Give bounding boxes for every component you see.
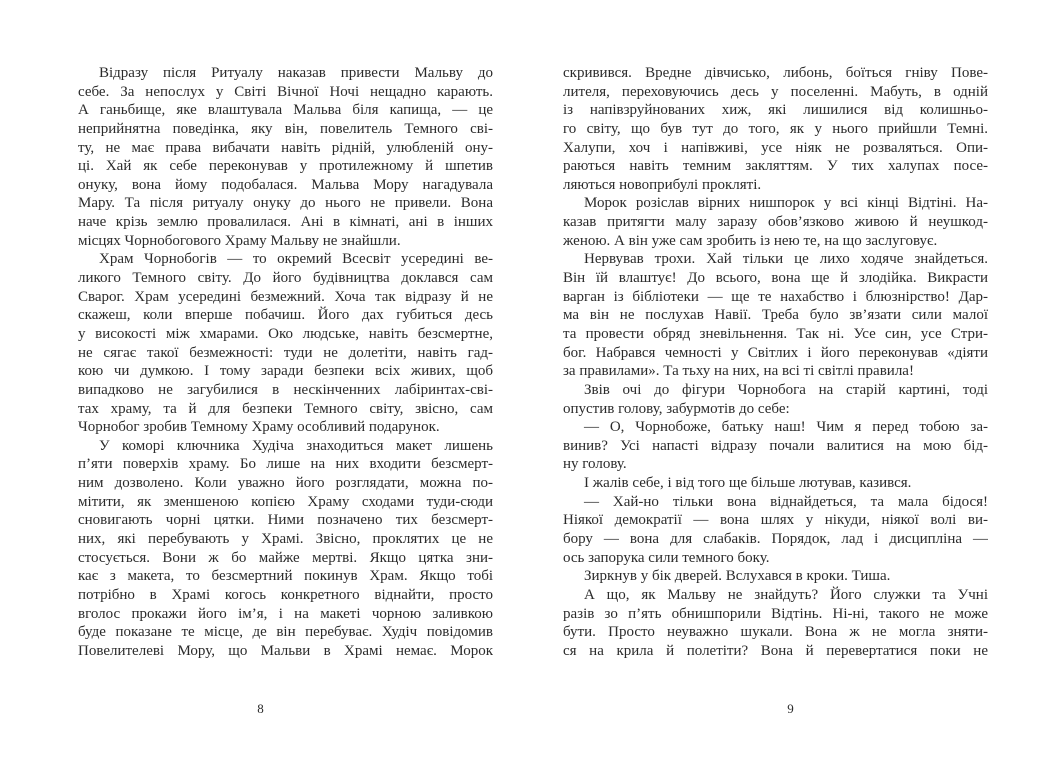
text-line: винив? Усі напасті відразу почали валитися на мою бід- — [563, 437, 988, 454]
text-line: стосується. Вони ж бо майже мертві. Якщо цятка зни- — [78, 549, 493, 566]
text-line: не сягає такої безмежності: туди не долетіти, навіть гад- — [78, 344, 493, 361]
text-line: казав притягти малу заразу обов’язково живою й неушкод- — [563, 214, 988, 231]
text-line: ці. Хай як себе переконував у протилежному й шпетив — [78, 158, 493, 175]
text-line: себе. За непослух у Світі Вічної Ночі нещадно карають. — [78, 83, 493, 100]
text-line: Звів очі до фігури Чорнобога на старій картині, тоді — [584, 381, 988, 398]
text-line: А що, як Мальву не знайдуть? Його служки та Учні — [584, 586, 988, 603]
text-line: місцях Чорнобогового Храму Мальву не знайшли. — [78, 232, 401, 249]
page-number-right: 9 — [787, 701, 794, 716]
text-line: скажеш, коли вперше побачиш. Його дах губиться десь — [78, 307, 493, 324]
text-line: кою чи думкою. І тому заради безпеки всіх живих, щоб — [78, 363, 493, 380]
text-line: бору — вона для слабаків. Порядок, лад і дисципліна — — [563, 531, 988, 548]
text-line: І жалів себе, і від того ще більше лютував, казився. — [584, 475, 912, 492]
text-line: ну голову. — [563, 456, 627, 473]
text-line: — О, Чорнобоже, батьку наш! Чим я перед тобою за- — [584, 419, 988, 436]
text-line: лителя, переховуючись десь у поселенні. Мабуть, в одній — [563, 83, 988, 100]
page-right-text-block — [563, 64, 988, 661]
text-line: Нервував трохи. Хай тільки це лихо ходяче знайдеться. — [584, 251, 988, 268]
text-line: випадково не загубилися в нескінченних лабіринтах-сві- — [78, 381, 493, 398]
text-line: Зиркнув у бік дверей. Вслухався в кроки. Тиша. — [584, 568, 891, 585]
text-line: ляються новоприбулі прокляті. — [563, 176, 762, 193]
text-line: Сварог. Храм усередині безмежний. Хоча так відразу й не — [78, 288, 493, 305]
text-line: скривився. Вредне дівчисько, либонь, боїться гніву Пове- — [563, 65, 988, 81]
text-line: ту, не має права вибачати навіть рідній, улюбленій ону- — [78, 139, 493, 156]
text-line: вголос прокажи його ім’я, і на макеті чорною заливкою — [78, 605, 493, 622]
text-line: Він їй влаштує! До всього, вона ще й злодійка. Викрасти — [563, 270, 988, 287]
text-line: го світу, що був тут до того, як у нього прийшли Темні. — [563, 120, 988, 137]
text-line: буде показане те місце, де він перебуває. Худіч повідомив — [78, 624, 493, 641]
text-line: опустив голову, забурмотів до себе: — [563, 400, 790, 417]
text-line: Відразу після Ритуалу наказав привести Мальву до — [99, 65, 493, 81]
text-line: женою. А він уже сам зробить із нею те, на що заслуговує. — [563, 232, 938, 249]
text-line: Ніякої демократії — вона шлях у нікуди, ніякої волі ви- — [563, 512, 988, 529]
text-line: та провести обряд зневільнення. Так ні. Усе син, усе Стри- — [563, 325, 988, 342]
text-line: сновигають чорні цятки. Ними позначено тих безсмерт- — [78, 512, 493, 529]
text-line: за правилами». Та тьху на них, на всі ті світлі правила! — [563, 363, 914, 380]
text-line: раються навіть темним закляттям. У тих халупах посе- — [563, 158, 988, 175]
text-line: Повелителеві Мору, що Мальви в Храмі немає. Морок — [78, 642, 493, 659]
text-line: Халупи, хоч і напівживі, усе ніяк не розваляться. Опи- — [563, 139, 988, 156]
text-line: Храм Чорнобогів — то окремий Всесвіт усередині ве- — [99, 251, 493, 268]
text-line: А ганьбище, яке влаштувала Мальва біля капища, — це — [78, 102, 493, 119]
text-line: потрібно в Храмі когось конкретного віднайти, просто — [78, 586, 493, 603]
text-line: у високості між хмарами. Око людське, навіть безсмертне, — [78, 325, 493, 342]
text-line: п’яти поверхів храму. Бо лише на них входити безсмерт- — [78, 456, 493, 473]
text-line: У коморі ключника Худіча знаходиться макет лишень — [99, 437, 493, 454]
text-line: Мару. Та після ритуалу онуку до нього не привели. Вона — [78, 195, 493, 212]
text-line: бог. Набрався чемності у Світлих і його переконував «діяти — [563, 344, 988, 361]
page-right — [563, 0, 988, 760]
text-line: ось запорука сили темного боку. — [563, 549, 770, 566]
page-left — [78, 0, 493, 760]
text-line: них, які перебувають у Храмі. Звісно, проклятих це не — [78, 531, 493, 548]
text-line: бути. Просто неуважно шукали. Вона ж не могла зняти- — [563, 624, 988, 641]
text-line: із напівзруйнованих хиж, які лишилися від колишньо- — [563, 102, 988, 119]
text-line: неприйнятна поведінка, яку він, повелитель Темного сві- — [78, 120, 493, 137]
text-line: мітити, як зменшеною копією Храму сходами туди-сюди — [78, 493, 493, 510]
text-line: Чорнобог зробив Темному Храму особливий подарунок. — [78, 419, 440, 436]
text-line: ликого Темного світу. До його будівництва доклався сам — [78, 270, 493, 287]
text-line: варган із бібліотеки — ще те нахабство і блюзнірство! Дар- — [563, 288, 988, 305]
text-line: онуку, вона йому подобалася. Мальва Мору нагадувала — [78, 176, 493, 193]
text-line: разів зо п’ять обнишпорили Відтінь. Ні-ні, такого не може — [563, 605, 988, 622]
text-line: ся на крила й полетіти? Вона й перевертатися поки не — [563, 642, 988, 659]
text-line: наче крізь землю провалилася. Ані в кімнаті, ані в інших — [78, 214, 493, 231]
text-line: Морок розіслав вірних нишпорок у всі кінці Відтіні. На- — [584, 195, 988, 212]
text-line: тах храму, та й для безпеки Темного світу, звісно, сам — [78, 400, 493, 417]
text-line: — Хай-но тільки вона віднайдеться, та мала бідося! — [584, 493, 988, 510]
page-left-text-block — [78, 64, 493, 661]
page-number-left: 8 — [257, 701, 264, 716]
text-line: ма він не послухав Навії. Треба було зв’язати сили малої — [563, 307, 988, 324]
text-line: кає з макета, то безсмертний покинув Храм. Якщо тобі — [78, 568, 493, 585]
text-line: ним дозволено. Коли уважно його розглядати, можна по- — [78, 475, 493, 492]
